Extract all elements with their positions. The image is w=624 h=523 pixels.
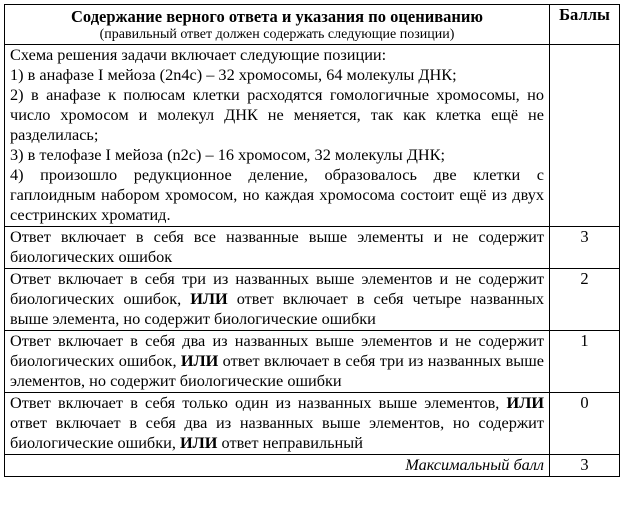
criterion-row — [5, 227, 620, 269]
criterion-points: 1 — [550, 331, 620, 393]
answer-cell — [5, 45, 550, 227]
criterion-text — [5, 269, 550, 331]
header-points: Баллы — [550, 5, 620, 45]
header-row — [5, 5, 620, 45]
grading-table — [4, 4, 620, 477]
answer-points-empty — [550, 45, 620, 227]
answer-item-4: 4) произошло редукционное деление, образовалось две клетки с гаплоидным набором хромосом, но каждая хромосома состоит ещё из двух сестринских хроматид. — [10, 165, 544, 224]
criterion-text — [5, 393, 550, 455]
criterion-row — [5, 393, 620, 455]
max-row — [5, 455, 620, 477]
criterion-part: ответ включает в себя четыре названных выше элемента, но содержит биологические ошибки — [10, 289, 544, 328]
criterion-or: ИЛИ — [179, 433, 218, 452]
criterion-text — [5, 227, 550, 269]
criterion-or: ИЛИ — [190, 289, 228, 308]
header-title: Содержание верного ответа и указания по оцениванию — [71, 7, 483, 26]
criterion-points: 0 — [550, 393, 620, 455]
answer-item-2: 2) в анафазе к полюсам клетки расходятся гомологичные хромосомы, но число хромосом и молекул ДНК не меняется, так как клетка ещё не разделилась; — [10, 85, 544, 144]
header-subtitle: (правильный ответ должен содержать следующие позиции) — [99, 27, 455, 42]
criterion-part: ответ неправильный — [217, 433, 363, 452]
criterion-or: ИЛИ — [506, 393, 544, 412]
criterion-part: ответ включает в себя два из названных выше элементов, но содержит биологические ошибки, — [10, 413, 544, 452]
criterion-part: Ответ включает в себя только один из названных выше элементов, — [10, 393, 507, 412]
answer-intro: Схема решения задачи включает следующие позиции: — [10, 45, 387, 64]
criterion-part: Ответ включает в себя три из названных выше элементов и не содержит биологических ошибок, — [10, 269, 544, 308]
answer-item-3: 3) в телофазе I мейоза (n2c) – 16 хромосом, 32 молекулы ДНК; — [10, 145, 445, 164]
criterion-points: 2 — [550, 269, 620, 331]
answer-item-1: 1) в анафазе I мейоза (2n4c) – 32 хромосомы, 64 молекулы ДНК; — [10, 65, 457, 84]
criterion-text — [5, 331, 550, 393]
max-points: 3 — [550, 455, 620, 477]
criterion-part: Ответ включает в себя все названные выше элементы и не содержит биологических ошибок — [10, 227, 544, 266]
max-label: Максимальный балл — [5, 455, 550, 477]
criterion-or: ИЛИ — [180, 351, 219, 370]
criterion-part: Ответ включает в себя два из названных выше элементов и не содержит биологических ошибок, — [10, 331, 544, 370]
criterion-row — [5, 269, 620, 331]
criterion-points: 3 — [550, 227, 620, 269]
answer-row — [5, 45, 620, 227]
header-content-cell — [5, 5, 550, 45]
criterion-part: ответ включает в себя три из названных выше элементов, но содержит биологические ошибки — [10, 351, 544, 390]
criterion-row — [5, 331, 620, 393]
